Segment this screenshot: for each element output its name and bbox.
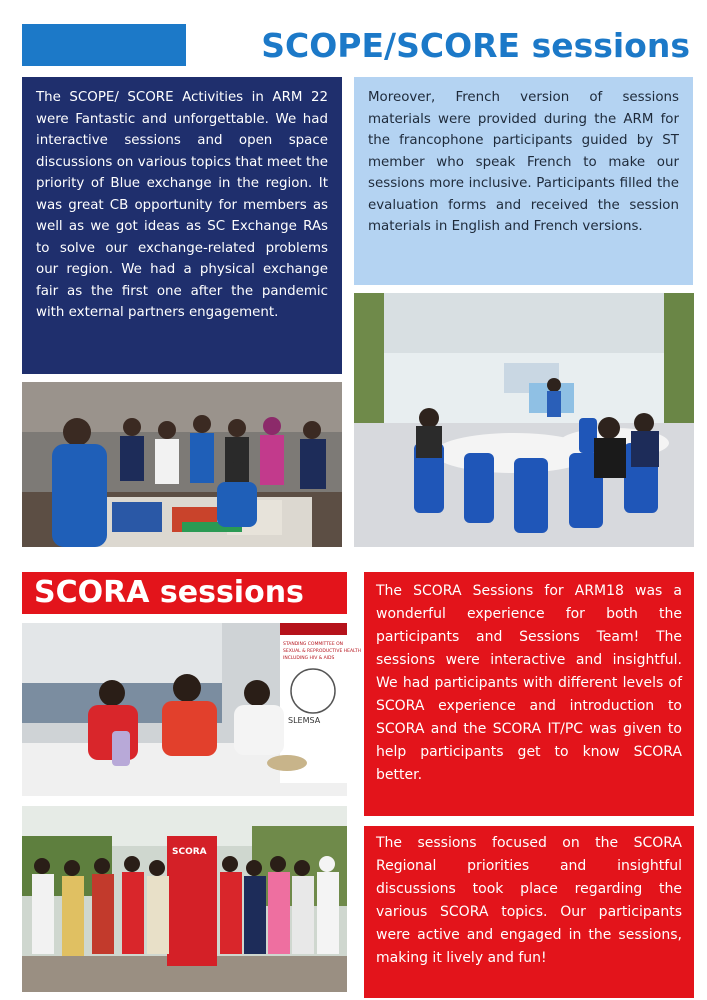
rollup-banner-text: SCORA (172, 847, 207, 857)
scora-participants-photo (22, 623, 362, 796)
scope-score-paragraph-left: The SCOPE/ SCORE Activities in ARM 22 were Fantastic and unforgettable. We had interactive sessions and open space discussions on various topics that meet the priority of Blue exchange in the region. It was great CB opportunity for members as well as we got ideas as SC Exchange RAs to solve our exchange-related problems our region. We had a physical exchange fair as the first one after the pandemic with external partners engagement. (22, 77, 342, 374)
banner-line-1: STANDING COMMITTEE ON (283, 642, 343, 647)
scora-paragraph-top: The SCORA Sessions for ARM18 was a wonderful experience for both the participants and Sessions Team! The sessions were interactive and insightful. We had participants with different levels of SCORA experience and introduction to SCORA and the SCORA IT/PC was given to help participants get to know SCORA better. (364, 572, 694, 816)
banner-logo-text: SLEMSA (288, 716, 321, 725)
section-title-scora: SCORA sessions (22, 572, 347, 614)
banner-line-3: INCLUDING HIV & AIDS (283, 656, 335, 661)
header-accent-bar (22, 24, 186, 66)
scora-paragraph-bottom: The sessions focused on the SCORA Regional priorities and insightful discussions took place regarding the various SCORA topics. Our participants were active and engaged in the sessions, making it lively and fun! (364, 826, 694, 998)
banner-line-2: SEXUAL & REPRODUCTIVE HEALTH (283, 649, 362, 654)
classroom-session-photo (354, 293, 694, 547)
section-title-scope-score: SCOPE/SCORE sessions (261, 26, 690, 65)
scope-score-paragraph-right: Moreover, French version of sessions materials were provided during the ARM for the francophone participants guided by ST member who speak French to make our sessions more inclusive. Participants filled the evaluation forms and received the session materials in English and French versions. (354, 77, 693, 285)
exchange-fair-photo (22, 382, 342, 547)
scora-group-photo (22, 806, 347, 992)
